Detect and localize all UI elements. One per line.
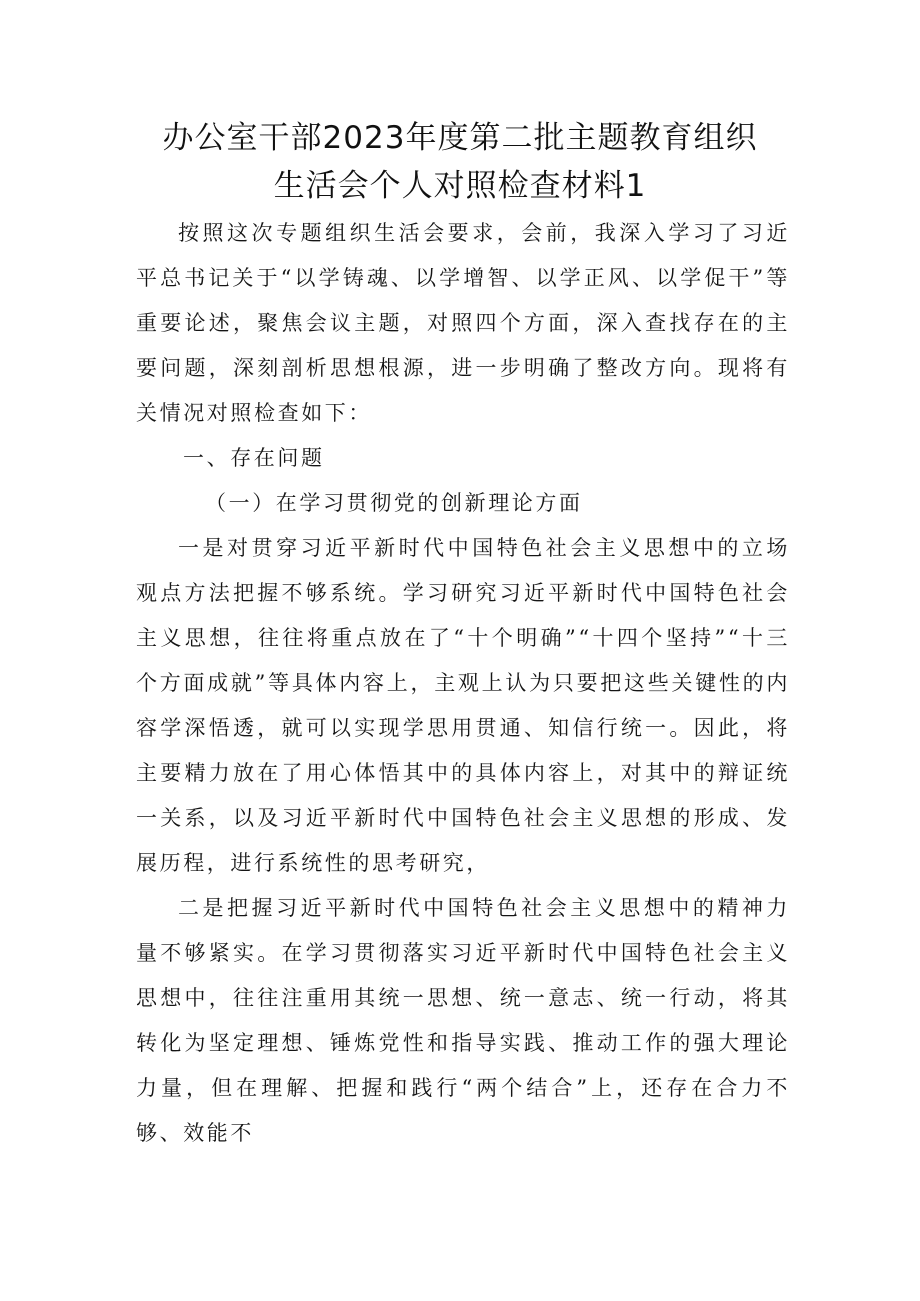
document-body — [136, 211, 790, 1156]
paragraph-point-two: 二是把握习近平新时代中国特色社会主义思想中的精神力量不够紧实。在学习贯彻落实习近平新时代中国特色社会主义思想中，往往注重用其统一思想、统一意志、统一行动，将其转化为坚定理想、锤炼党性和指导实践、推动工作的强大理论力量，但在理解、把握和践行“两个结合”上，还存在合力不够、效能不 — [136, 896, 790, 1145]
paragraph-point-one: 一是对贯穿习近平新时代中国特色社会主义思想中的立场观点方法把握不够系统。学习研究习近平新时代中国特色社会主义思想，往往将重点放在了“十个明确”“十四个坚持”“十三个方面成就”等具体内容上，主观上认为只要把这些关键性的内容学深悟透，就可以实现学思用贯通、知信行统一。因此，将主要精力放在了用心体悟其中的具体内容上，对其中的辩证统一关系，以及习近平新时代中国特色社会主义思想的形成、发展历程，进行系统性的思考研究， — [136, 536, 790, 875]
section-heading-problems: 一、存在问题 — [183, 446, 325, 470]
intro-paragraph: 按照这次专题组织生活会要求，会前，我深入学习了习近平总书记关于“以学铸魂、以学增智、以学正风、以学促干”等重要论述，聚焦会议主题，对照四个方面，深入查找存在的主要问题，深刻剖析思想根源，进一步明确了整改方向。现将有关情况对照检查如下： — [136, 221, 790, 425]
document-title-line-2: 生活会个人对照检查材料1 — [273, 168, 647, 204]
subsection-heading-theory: （一）在学习贯彻党的创新理论方面 — [205, 491, 583, 515]
document-title-line-1: 办公室干部2023年度第二批主题教育组织 — [162, 120, 758, 156]
